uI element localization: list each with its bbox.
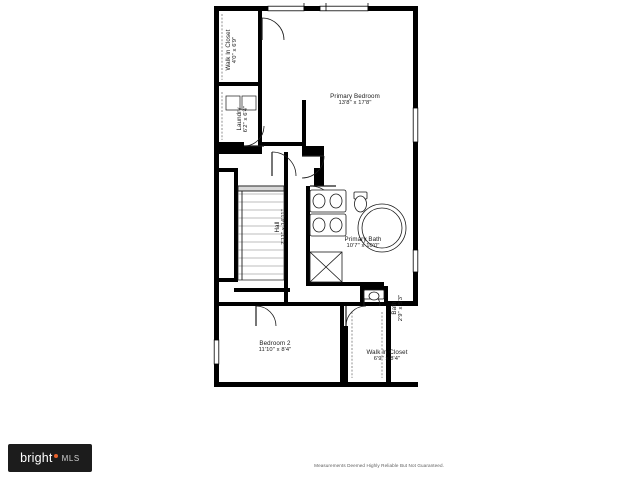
- windows-left: [214, 340, 219, 364]
- hall-bath-fixtures: [364, 290, 384, 300]
- room-name: Primary Bedroom: [330, 92, 380, 100]
- room-label-primary-bedroom: [330, 93, 380, 107]
- room-label-bedroom-2: [259, 340, 292, 354]
- room-dimensions: 13'8" x 17'8": [338, 100, 372, 107]
- room-label-laundry: [236, 106, 250, 132]
- brand-name: bright: [20, 451, 53, 465]
- room-dimensions: 4'0" x 6'9": [232, 36, 239, 64]
- room-dimensions: 6'9" x 8'4": [373, 356, 401, 363]
- room-label-walk-in-closet-2: [366, 349, 407, 363]
- room-name: Bedroom 2: [259, 339, 291, 347]
- room-name: Bath: [390, 301, 398, 315]
- room-name: Hall: [273, 221, 281, 233]
- room-dimensions: 6'2" x 6'4": [243, 105, 250, 133]
- room-dimensions: 2'9" x 5'3": [398, 294, 405, 322]
- room-name: Walk In Closet: [366, 348, 408, 356]
- room-name: Primary Bath: [344, 235, 382, 243]
- room-label-walk-in-closet-1: [225, 29, 239, 70]
- room-label-primary-bath: [345, 236, 382, 250]
- brightmls-logo: [8, 444, 92, 472]
- room-label-bath: [391, 295, 405, 321]
- room-label-hall: [274, 209, 288, 245]
- brand-suffix: MLS: [61, 453, 80, 463]
- brand-dot-icon: [54, 454, 58, 458]
- room-name: Walk In Closet: [224, 29, 232, 71]
- room-dimensions: 7'11" x 14'11": [281, 209, 288, 245]
- room-dimensions: 10'7" x 10'0": [346, 243, 380, 250]
- room-name: Laundry: [235, 107, 243, 131]
- measurement-disclaimer: Measurements Deemed Highly Reliable But Not Guaranteed.: [314, 463, 444, 468]
- room-dimensions: 11'10" x 8'4": [258, 347, 292, 354]
